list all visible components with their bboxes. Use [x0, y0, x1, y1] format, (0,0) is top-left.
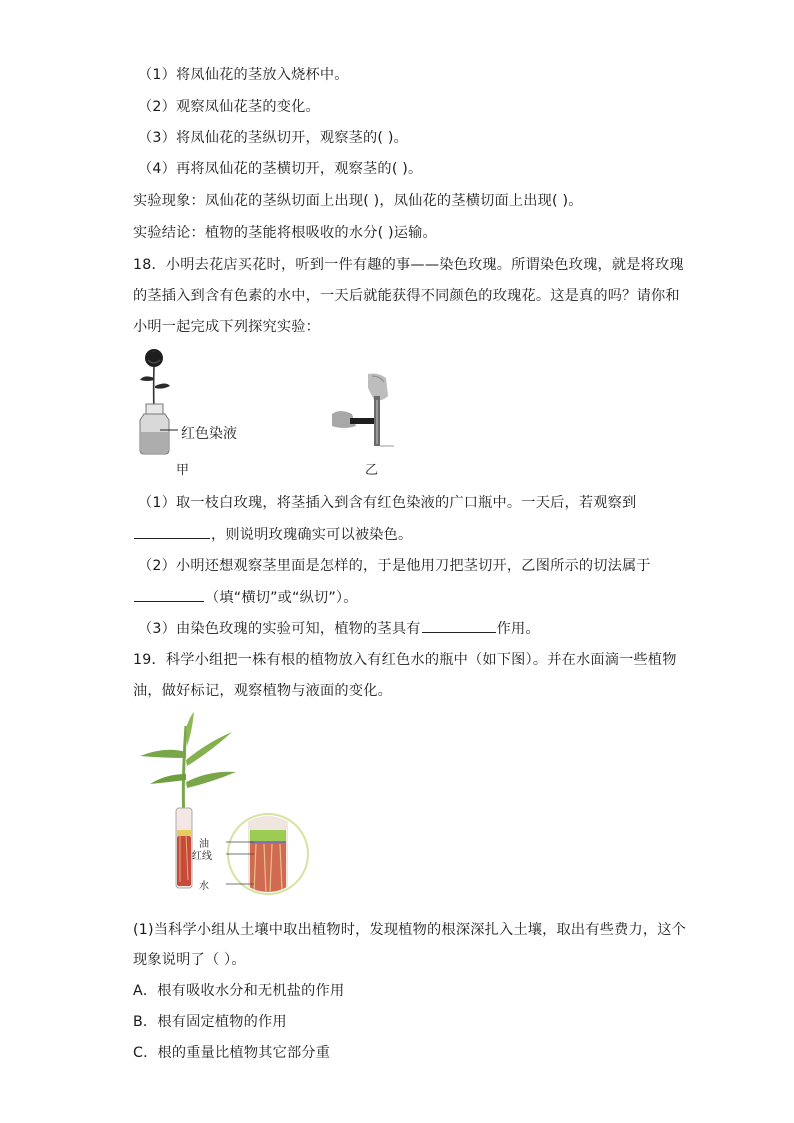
- cutting-stem-figure: [330, 370, 400, 450]
- q19-sub1-line1: (1)当科学小组从土壤中取出植物时，发现植物的根深深扎入土壤，取出有些费力，这个: [133, 922, 687, 938]
- q18-stem-line-2: 的茎插入到含有色素的水中，一天后就能获得不同颜色的玫瑰花。这是真的吗？请你和: [133, 288, 680, 304]
- step-1: （1）将凤仙花的茎放入烧杯中。: [138, 67, 349, 83]
- q18-sub2-text: （填“横切”或“纵切”）。: [205, 590, 358, 606]
- step-2: （2）观察凤仙花茎的变化。: [138, 99, 320, 115]
- q18-sub3-line: [138, 618, 540, 639]
- rose-head-icon: [145, 349, 163, 367]
- q18-stem-line-3: 小明一起完成下列探究实验：: [133, 319, 321, 335]
- q18-sub2-line1: （2）小明还想观察茎里面是怎样的，于是他用刀把茎切开，乙图所示的切法属于: [138, 558, 651, 574]
- bottle-icon: [140, 404, 169, 454]
- option-a[interactable]: A．根有吸收水分和无机盐的作用: [133, 983, 345, 999]
- experiment-conclusion: 实验结论：植物的茎能将根吸收的水分( )运输。: [133, 225, 437, 241]
- label-water: 水: [199, 881, 209, 892]
- step-3: （3）将凤仙花的茎纵切开，观察茎的( )。: [138, 130, 408, 146]
- experiment-phenomenon: 实验现象：凤仙花的茎纵切面上出现( )，凤仙花的茎横切面上出现( )。: [133, 193, 583, 209]
- plant-tube-figure: [136, 712, 316, 894]
- label-oil: 油: [199, 839, 209, 850]
- plant-leaves-icon: [140, 712, 236, 822]
- figure-a-caption: 甲: [176, 463, 190, 478]
- q18-sub3-suffix: 作用。: [496, 621, 540, 637]
- q19-stem-line-2: 油，做好标记，观察植物与液面的变化。: [133, 683, 392, 699]
- step-4: （4）再将凤仙花的茎横切开，观察茎的( )。: [138, 161, 423, 177]
- figure-b-caption: 乙: [365, 463, 379, 478]
- answer-blank[interactable]: [134, 524, 210, 539]
- test-tube-icon: [176, 808, 192, 888]
- q18-sub2-line2: [133, 587, 358, 608]
- label-redline: 红线: [192, 851, 212, 862]
- q18-sub1-text: ，则说明玫瑰确实可以被染色。: [211, 527, 413, 543]
- q18-sub1-line1: （1）取一枝白玫瑰，将茎插入到含有红色染液的广口瓶中。一天后，若观察到: [138, 495, 637, 511]
- dye-label: 红色染液: [181, 426, 237, 442]
- q19-stem-line-1: 19．科学小组把一株有根的植物放入有红色水的瓶中（如下图）。并在水面滴一些植物: [133, 652, 677, 668]
- q18-sub1-line2: [133, 524, 412, 545]
- q18-stem-line-1: 18．小明去花店买花时，听到一件有趣的事——染色玫瑰。所谓染色玫瑰，就是将玫瑰: [133, 257, 684, 273]
- answer-blank[interactable]: [422, 618, 496, 633]
- knife-icon: [332, 411, 374, 428]
- q19-sub1-line2: 现象说明了（ ）。: [133, 952, 246, 968]
- option-c[interactable]: C．根的重量比植物其它部分重: [133, 1045, 331, 1061]
- q18-sub3-prefix: （3）由染色玫瑰的实验可知，植物的茎具有: [138, 621, 421, 637]
- answer-blank[interactable]: [134, 587, 204, 602]
- option-b[interactable]: B．根有固定植物的作用: [133, 1014, 287, 1030]
